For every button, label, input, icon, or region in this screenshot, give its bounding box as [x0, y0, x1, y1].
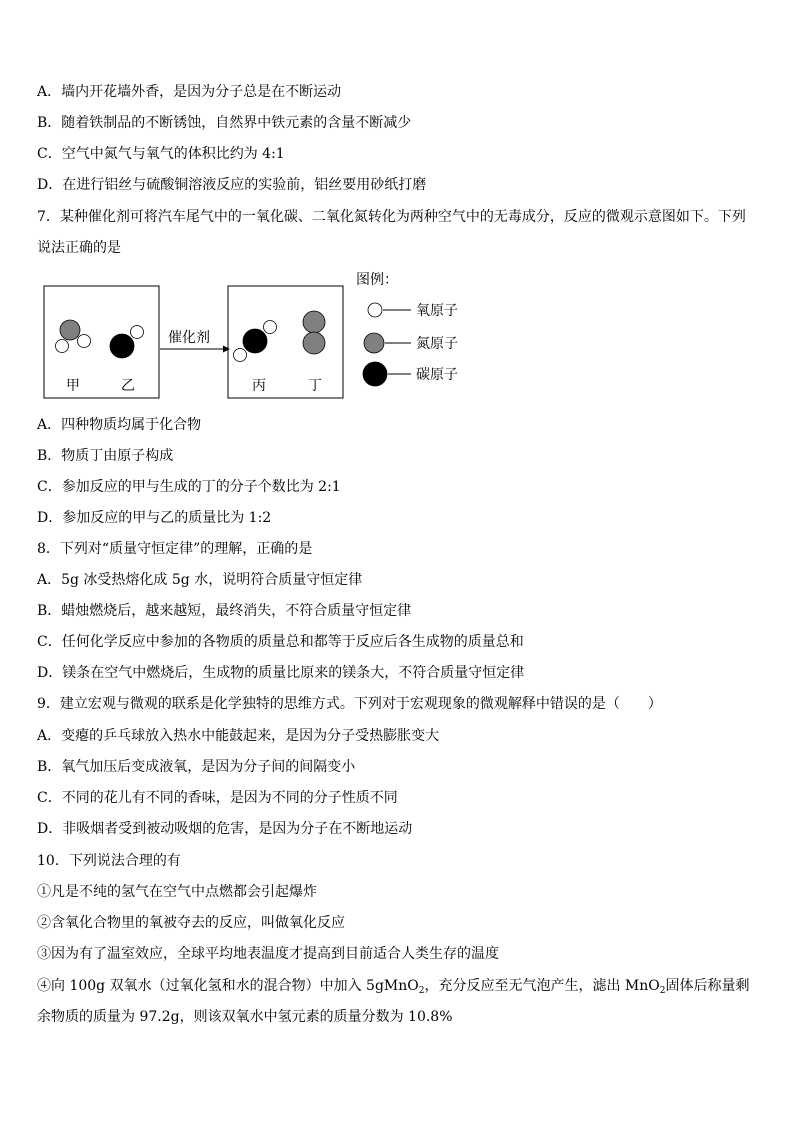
q8-option-b: B．蜡烛燃烧后，越来越短，最终消失，不符合质量守恒定律: [37, 603, 412, 619]
oxygen-atom: [264, 321, 277, 334]
q8-option-c: C．任何化学反应中参加的各物质的质量总和都等于反应后各生成物的质量总和: [37, 634, 524, 650]
reaction-diagram: [40, 268, 480, 400]
q8-option-a: A．5g 冰受热熔化成 5g 水，说明符合质量守恒定律: [37, 572, 363, 588]
q6-option-b: B．随着铁制品的不断锈蚀，自然界中铁元素的含量不断减少: [37, 115, 412, 131]
s4-subscript-1: 2: [418, 986, 425, 996]
q8-option-d: D．镁条在空气中燃烧后，生成物的质量比原来的镁条大，不符合质量守恒定律: [37, 665, 525, 681]
carbon-atom: [243, 329, 267, 353]
legend-nitrogen-label: 氮原子: [416, 336, 458, 352]
q9-option-a: A．变瘪的乒乓球放入热水中能鼓起来，是因为分子受热膨胀变大: [37, 728, 440, 744]
q7-stem: 7．某种催化剂可将汽车尾气中的一氧化碳、二氧化氮转化为两种空气中的无毒成分，反应的微观示意图如下。下列说法正确的是: [37, 209, 746, 256]
catalyst-label: 催化剂: [168, 330, 210, 346]
nitrogen-atom: [60, 320, 80, 340]
legend-oxygen-label: 氧原子: [416, 303, 458, 319]
q7-option-c: C．参加反应的甲与生成的丁的分子个数比为 2:1: [37, 479, 341, 495]
label-jia: 甲: [66, 378, 80, 394]
q8-stem: 8．下列对“质量守恒定律”的理解，正确的是: [37, 541, 313, 557]
q9-option-b: B．氧气加压后变成液氧，是因为分子间的间隔变小: [37, 759, 356, 775]
label-ding: 丁: [308, 378, 322, 394]
legend-title: 图例：: [356, 272, 398, 288]
q6-option-c: C．空气中氮气与氧气的体积比约为 4:1: [37, 146, 285, 162]
q10-statement-4: [37, 971, 759, 1033]
oxygen-atom: [234, 349, 247, 362]
legend-nitrogen-icon: [364, 333, 384, 353]
q7-option-b: B．物质丁由原子构成: [37, 448, 174, 464]
s4-text-2: ，充分反应至无气泡产生，滤出 MnO: [424, 978, 660, 994]
q9-option-c: C．不同的花儿有不同的香味，是因为不同的分子性质不同: [37, 790, 398, 806]
q7-option-a: A．四种物质均属于化合物: [37, 417, 202, 433]
oxygen-atom: [131, 326, 144, 339]
q9-option-d: D．非吸烟者受到被动吸烟的危害，是因为分子在不断地运动: [37, 821, 413, 837]
label-bing: 丙: [252, 378, 266, 394]
q6-option-d: D．在进行铝丝与硫酸铜溶液反应的实验前，铝丝要用砂纸打磨: [37, 177, 427, 193]
q10-stem: 10．下列说法合理的有: [37, 853, 181, 869]
oxygen-atom: [78, 335, 91, 348]
label-yi: 乙: [121, 378, 135, 394]
s4-subscript-2: 2: [659, 986, 666, 996]
q10-statement-1: ①凡是不纯的氢气在空气中点燃都会引起爆炸: [37, 884, 317, 900]
q10-statement-3: ③因为有了温室效应，全球平均地表温度才提高到目前适合人类生存的温度: [37, 946, 499, 962]
carbon-atom: [110, 334, 134, 358]
s4-text-3: 固体后称量剩余物质的质量为 97.2g，则该双氧水中氢元素的质量分数为 10.8%: [37, 978, 750, 1025]
q6-option-a: A．墙内开花墙外香，是因为分子总是在不断运动: [37, 84, 342, 100]
legend-oxygen-icon: [368, 303, 382, 317]
nitrogen-atom: [303, 332, 325, 354]
q10-statement-2: ②含氧化合物里的氧被夺去的反应，叫做氧化反应: [37, 915, 345, 931]
q7-option-d: D．参加反应的甲与乙的质量比为 1:2: [37, 510, 272, 526]
nitrogen-atom: [303, 311, 325, 333]
legend-carbon-label: 碳原子: [416, 367, 458, 383]
q9-stem: 9．建立宏观与微观的联系是化学独特的思维方式。下列对于宏观现象的微观解释中错误的是（ ）: [37, 696, 662, 712]
oxygen-atom: [56, 340, 69, 353]
s4-text-1: ④向 100g 双氧水（过氧化氢和水的混合物）中加入 5gMnO: [37, 978, 419, 994]
legend-carbon-icon: [363, 362, 387, 386]
arrow-head: [223, 346, 230, 353]
